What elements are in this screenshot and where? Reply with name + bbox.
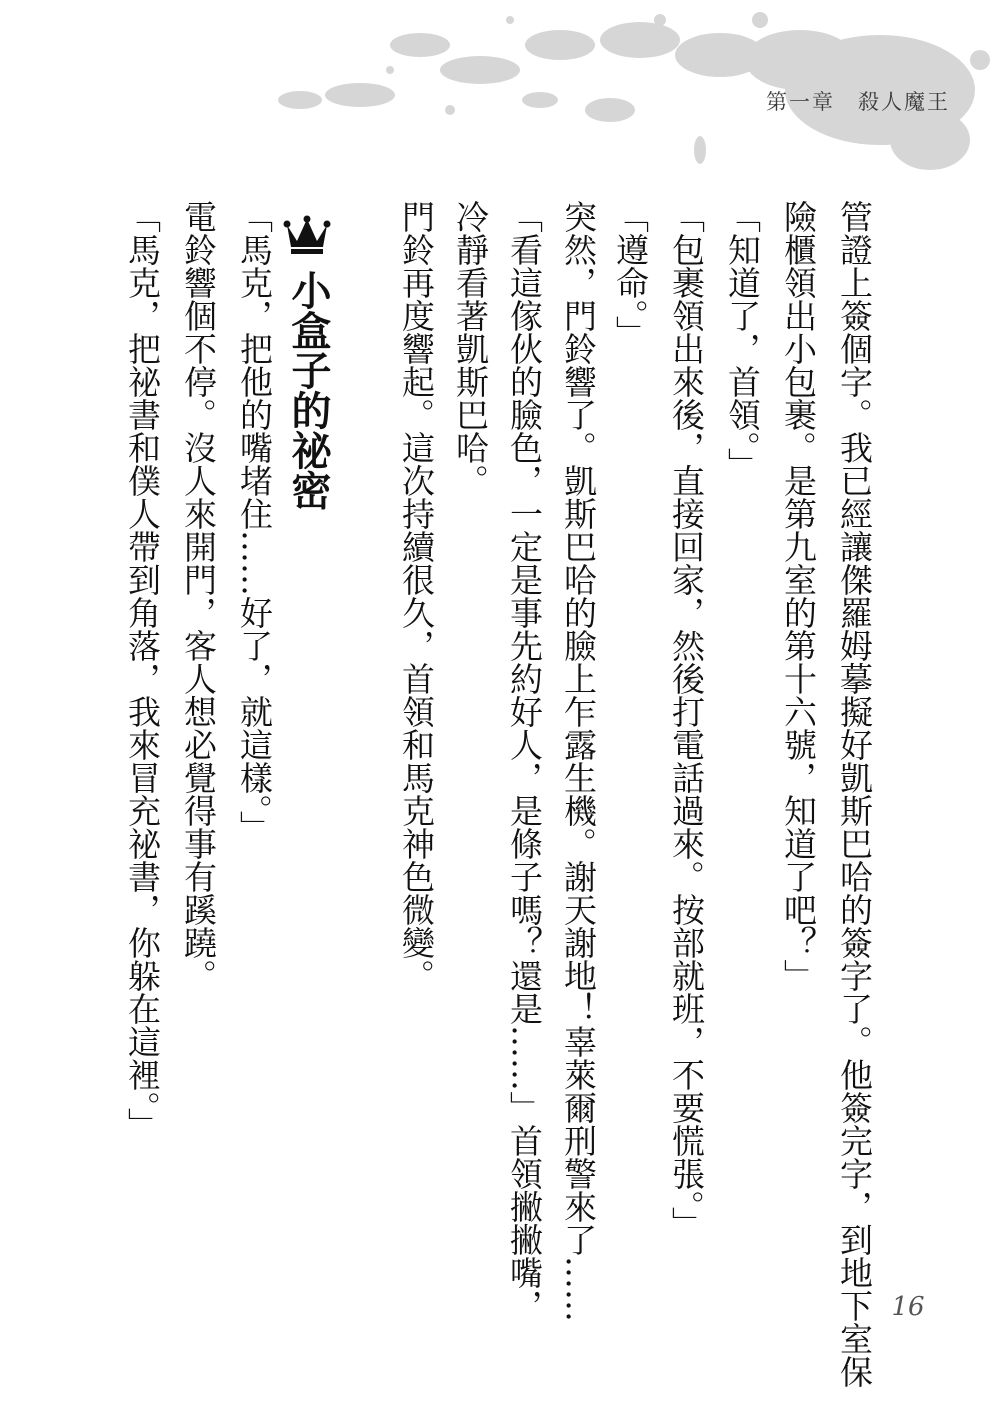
text-column: 門鈴再度響起。這次持續很久，首領和馬克神色微變。 xyxy=(397,200,436,992)
page-number: 16 xyxy=(891,1292,925,1322)
text-column: 「遵命。」 xyxy=(611,200,650,349)
running-head-chapter: 第一章 殺人魔王 xyxy=(766,90,950,114)
text-column: 「馬克，把祕書和僕人帶到角落，我來冒充祕書，你躲在這裡。」 xyxy=(123,200,162,1141)
text-column: 冷靜看著凱斯巴哈。 xyxy=(451,200,490,497)
section-title: 小盒子的祕密 xyxy=(285,270,331,510)
text-column: 「包裹領出來後，直接回家，然後打電話過來。按部就班，不要慌張。」 xyxy=(667,200,706,1240)
text-column: 管證上簽個字。我已經讓傑羅姆摹擬好凱斯巴哈的簽字了。他簽完字，到地下室保 xyxy=(835,200,874,1388)
text-column: 「知道了，首領。」 xyxy=(723,200,762,481)
text-column: 「看這傢伙的臉色，一定是事先約好人，是條子嗎？還是……」首領撇撇嘴， xyxy=(505,200,544,1322)
crown-icon xyxy=(283,215,331,255)
text-column: 電鈴響個不停。沒人來開門，客人想必覺得事有蹊蹺。 xyxy=(179,200,218,992)
text-column: 「馬克，把他的嘴堵住……好了，就這樣。」 xyxy=(235,200,274,844)
text-column: 險櫃領出小包裹。是第九室的第十六號，知道了吧？」 xyxy=(779,200,818,992)
text-column: 突然，門鈴響了。凱斯巴哈的臉上乍露生機。謝天謝地！辜萊爾刑警來了…… xyxy=(559,200,598,1322)
